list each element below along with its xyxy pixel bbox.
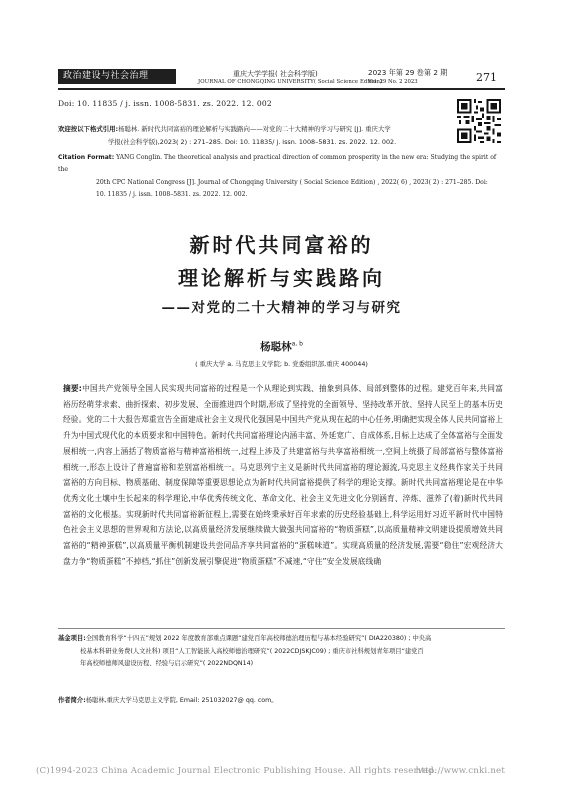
doi-line: Doi: 10. 11835 / j. issn. 1008-5831. zs. 2022. 12. 002 [58,99,272,108]
title-line-1: 新时代共同富裕的 [189,233,374,257]
journal-name-en: JOURNAL OF CHONGQING UNIVERSITY( Social Science Edition) [198,79,383,85]
funding-line1: 全国教育科学“十四五”规划 2022 年度教育部重点课题“建党百年高校师德治理历程与基本经验研究”( DIA220380) ; 中央高 [85,635,432,642]
author-name-text: 杨聪林 [260,341,292,353]
citation-en-line3: 10. 11835 / j. issn. 1008–5831. zs. 2022. 12. 002. [96,191,248,199]
section-tag: 政治建设与社会治理 [58,69,176,84]
author-bio-text: 杨聪林,重庆大学马克思主义学院, Email: 251032027@ qq. com。 [85,697,278,704]
cnki-link[interactable]: http://www.cnki.net [415,766,505,776]
citation-cn-label: 欢迎按以下格式引用: [58,125,119,133]
funding-note [58,633,503,671]
subtitle: ——对党的二十大精神的学习与研究 [161,300,402,316]
citation-cn-line1: 杨聪林. 新时代共同富裕的理论解析与实践路向——对党的二十大精神的学习与研究 [J]. 重庆大学 [118,125,391,133]
title-line-2: 理论解析与实践路向 [178,266,385,290]
author-sup: a, b [291,340,303,348]
page-number: 271 [476,71,497,84]
author-affiliation: ( 重庆大学 a. 马克思主义学院; b. 党委组织部,重庆 400044) [195,360,368,368]
abstract-label: 摘要: [63,384,82,393]
volume-info-en: Vol. 29 No. 2 2023 [368,79,418,85]
abstract [63,381,503,569]
citation-en [58,152,503,202]
copyright-text: (C)1994-2023 China Academic Journal Electronic Publishing House. All rights reserved. [36,766,437,776]
citation-en-line2: 20th CPC National Congress [J]. Journal of Chongqing University ( Social Science Edition) , 2022( 6) , 2023( 2) : 271–285. Doi: [96,178,488,186]
volume-info-cn: 2023 年第 29 卷第 2 期 [368,68,448,77]
citation-cn-line2: 学报(社会科学版),2023( 2) : 271–285. Doi: 10. 11835/ j. issn. 1008–5831. zs. 2022. 12. 002. [108,137,397,146]
citation-en-line1: YANG Conglin. The theoretical analysis and practical direction of common prosperity in the new era: Studying the spirit of the [58,154,497,174]
journal-name-cn: 重庆大学学报( 社会科学版) [233,70,318,78]
funding-label: 基金项目: [58,635,86,642]
footnote-rule [58,628,505,629]
author-bio [58,695,503,704]
qr-code-icon[interactable] [457,99,501,143]
author-bio-label: 作者简介: [58,697,86,704]
author-name [0,339,563,354]
abstract-text: 中国共产党领导全国人民实现共同富裕的过程是一个从理论到实践、抽象到具体、局部到整体的过程。建党百年来,共同富裕历经萌芽求索、曲折探索、初步发展、全面推进四个时期,形成了坚持党的全面领导、坚持改革开放、坚持人民至上的基本历史经验。党的二十大报告郑重宣告全面建成社会主义现代化强国是中国共产党从现在起的中心任务,明确把实现全体人民共同富裕上升为中国式现代化的本质要求和中国特色。新时代共同富裕理论内涵丰富、外延宽广、自成体系,目标上达成了全体富裕与全面发展相统一,内容上涵括了物质富裕与精神富裕相统一,过程上涉及了共建富裕与共享富裕相统一,空间上统摄了局部富裕与整体富裕相统一,形态上设计了普遍富裕和差别富裕相统一。马克思列宁主义是新时代共同富裕的理论源流,马克思主义经典作家关于共同富裕的方向目标、物质基础、制度保障等重要思想论点为新时代共同富裕提供了科学的理论支撑。新时代共同富裕理论是在中华优秀文化土壤中生长起来的科学理论,中华优秀传统文化、革命文化、社会主义先进文化分别涵育、淬炼、滋养了(着)新时代共同富裕的文化根基。实现新时代共同富裕新征程上,需要在始终秉承好百年求索的历史经验基础上,科学运用好习近平新时代中国特色社会主义思想的世界观和方法论,以高质量经济发展继续做大做强共同富裕的“物质蛋糕”,以高质量精神文明建设提质增效共同富裕的“精神蛋糕”,以高质量平衡机制建设共尝同品齐享共同富裕的“蛋糕味道”。实现高质量的经济发展,需要“稳住”宏观经济大盘力争“物质蛋糕”不掉档,“抓住”创新发展引擎促进“物质蛋糕”不减速,“守住”安全发展底线确 [63,384,503,566]
citation-en-label: Citation Format: [58,154,115,161]
citation-cn [58,123,448,148]
funding-line2: 校基本科研业务费(人文社科) 项目“人工智能嵌入高校师德治理研究”( 2022CDJSKJC09) ; 重庆市社科规划青年项目“建党百 [80,647,424,655]
header-rule [58,88,505,90]
funding-line3: 年高校师德师风建设历程、经验与启示研究”( 2022NDQN14) [80,660,254,668]
